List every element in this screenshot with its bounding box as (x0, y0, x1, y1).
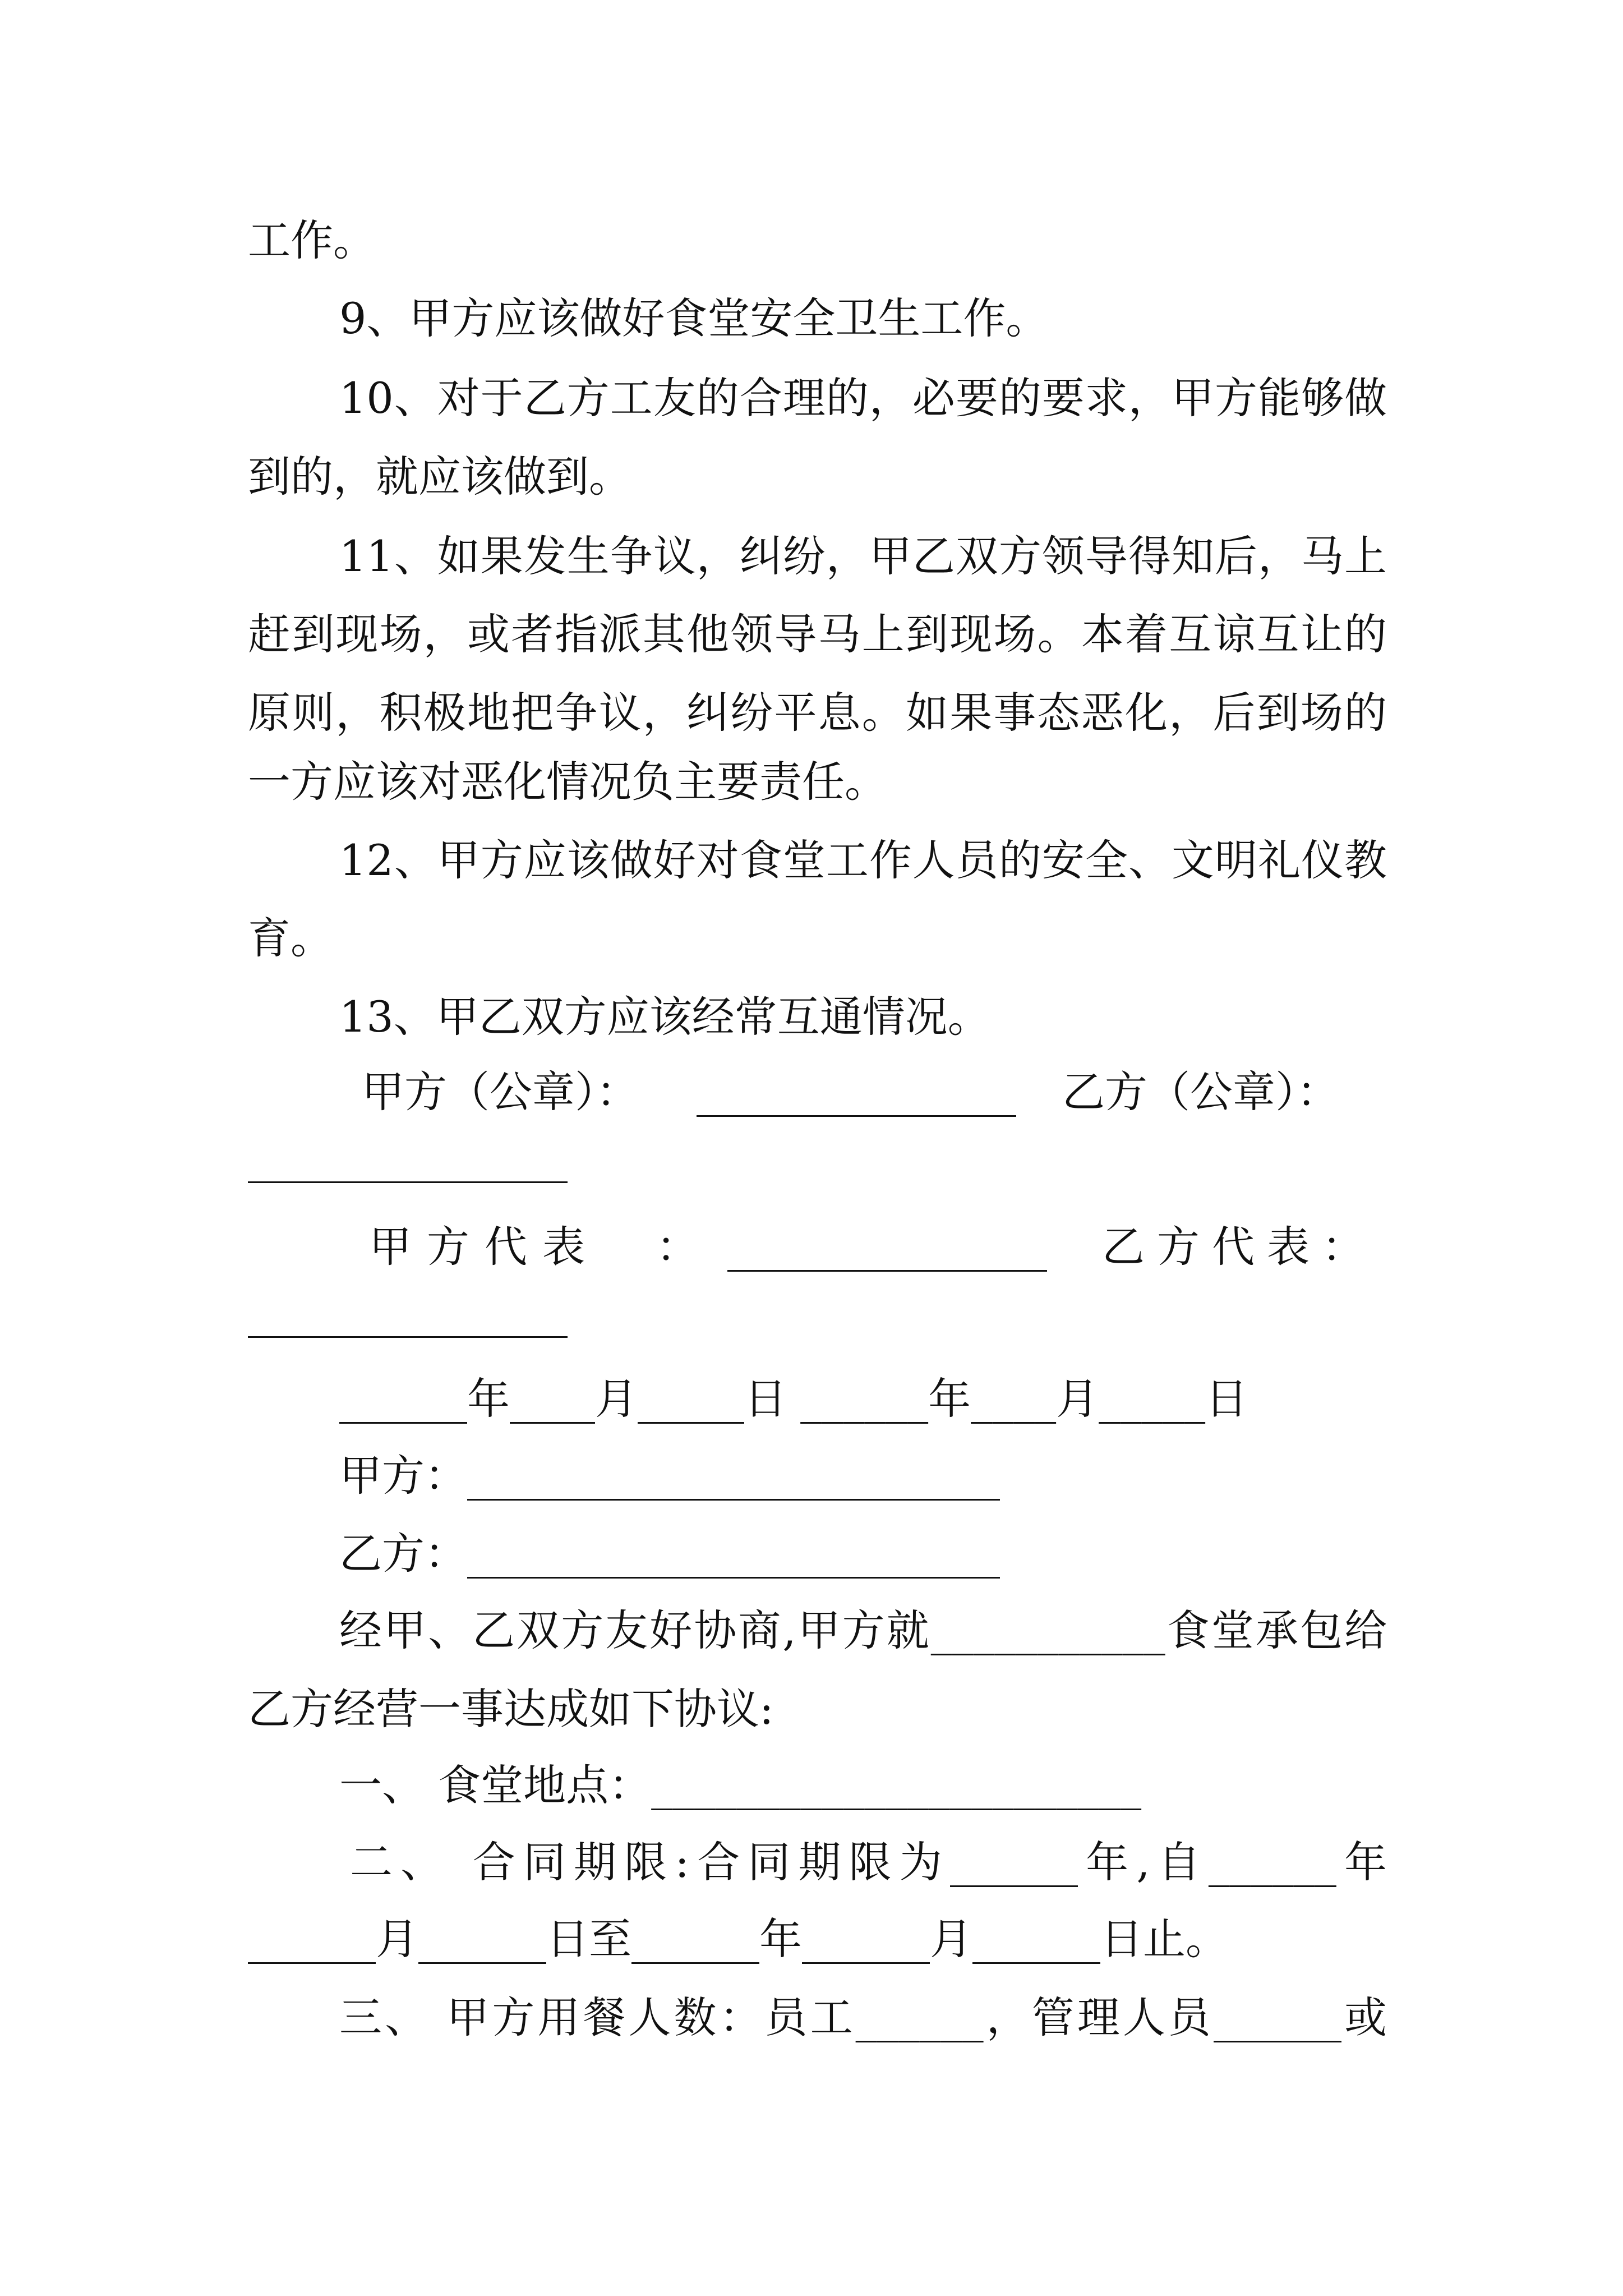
clause-10: 10、对于乙方工友的合理的，必要的要求，甲方能够做 (339, 373, 1387, 423)
clause-12: 12、甲方应该做好对食堂工作人员的安全、文明礼仪教 (339, 835, 1387, 885)
party-a-rep-colon: ： (656, 1222, 699, 1272)
party-b-line: 乙方：_________________________ (339, 1529, 1000, 1579)
clause-12-continued: 育。 (248, 913, 333, 963)
party-b-rep-label: 乙方代表： (1102, 1222, 1377, 1272)
party-b-rep-blank: _______________ (248, 1288, 568, 1338)
party-b-seal-label: 乙方（公章）： (1062, 1067, 1339, 1117)
clause-text-line: 工作。 (248, 215, 376, 265)
party-a-line: 甲方：_________________________ (339, 1451, 1000, 1501)
party-a-seal-label: 甲方（公章）： (362, 1067, 639, 1117)
representative-line (0, 1222, 1623, 1272)
party-b-seal-blank: _______________ (248, 1133, 568, 1183)
item-1-canteen-location: 一、 食堂地点：_______________________ (339, 1760, 1142, 1810)
item-3-diner-count: 三、 甲方用餐人数：员工______，管理人员______或 (339, 1993, 1387, 2042)
party-a-rep-blank: _______________ (727, 1222, 1047, 1272)
clause-11-continued: 一方应该对恶化情况负主要责任。 (248, 757, 887, 807)
item-2-contract-term-continued: ______月______日至______年______月______日止。 (248, 1914, 1228, 1964)
date-line: ______年____月_____日 ______年____月_____日 (339, 1374, 1248, 1424)
contract-intro-continued: 乙方经营一事达成如下协议: (248, 1684, 774, 1734)
clause-11-continued: 原则，积极地把争议，纠纷平息。如果事态恶化，后到场的 (248, 688, 1387, 738)
clause-11: 11、如果发生争议，纠纷，甲乙双方领导得知后，马上 (339, 531, 1387, 581)
item-2-contract-term: 二、 合同期限:合同期限为______年,自______年 (350, 1837, 1387, 1887)
seal-line (0, 1067, 1623, 1117)
party-a-seal-blank: _______________ (697, 1067, 1016, 1117)
clause-13: 13、甲乙双方应该经常互通情况。 (339, 992, 990, 1042)
party-a-rep-label: 甲方代表 (369, 1222, 600, 1272)
clause-11-continued: 赶到现场，或者指派其他领导马上到现场。本着互谅互让的 (248, 609, 1387, 659)
clause-9: 9、甲方应该做好食堂安全卫生工作。 (339, 293, 1049, 343)
clause-10-continued: 到的，就应该做到。 (248, 452, 631, 501)
contract-intro: 经甲、乙双方友好协商,甲方就___________食堂承包给 (339, 1605, 1387, 1655)
